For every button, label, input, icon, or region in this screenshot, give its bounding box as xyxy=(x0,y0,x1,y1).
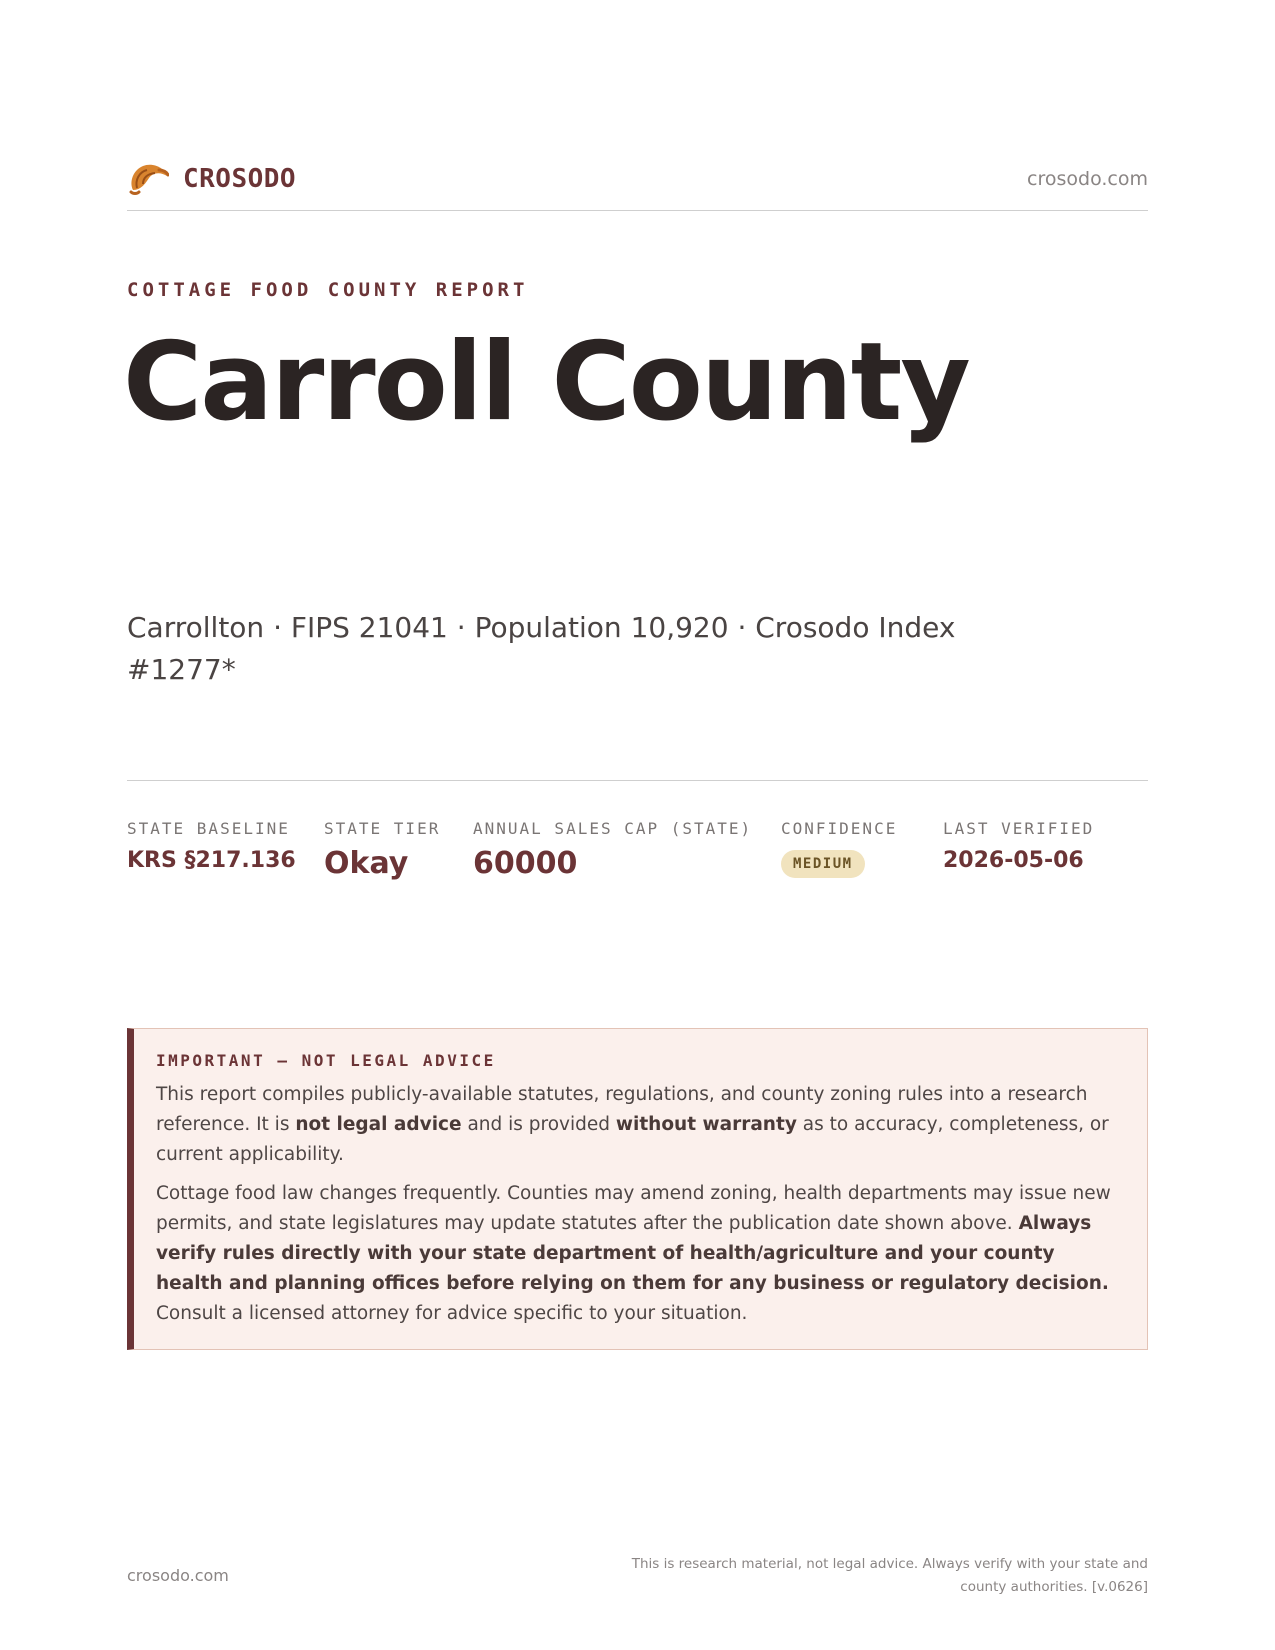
stat-last-verified xyxy=(943,819,1094,873)
stat-confidence xyxy=(781,819,897,878)
stat-label: LAST VERIFIED xyxy=(943,819,1095,838)
confidence-badge: MEDIUM xyxy=(781,850,865,878)
croissant-icon xyxy=(127,160,169,198)
stat-annual-sales-cap xyxy=(473,819,752,881)
notice-text: Consult a licensed attorney for advice specific to your situation. xyxy=(156,1303,748,1324)
notice-emphasis: Always verify rules directly with your state department of health/agriculture and your county health and planning offices before relying on them for any business or regulatory decision. xyxy=(156,1213,1109,1294)
notice-text: and is provided xyxy=(461,1114,616,1135)
stat-value: Okay xyxy=(324,846,409,881)
notice-emphasis: not legal advice xyxy=(295,1114,462,1135)
stat-value: KRS §217.136 xyxy=(127,848,296,873)
page-title: Carroll County xyxy=(123,320,969,445)
report-eyebrow: COTTAGE FOOD COUNTY REPORT xyxy=(127,279,529,301)
brand-name: CROSODO xyxy=(183,164,297,194)
header xyxy=(127,156,1148,204)
footer-url[interactable]: crosodo.com xyxy=(127,1566,229,1585)
notice-text: This report compiles publicly-available statutes, regulations, and county zoning rules into a research reference. It is xyxy=(156,1084,1088,1135)
report-page xyxy=(123,0,1148,1650)
notice-emphasis: without warranty xyxy=(615,1114,797,1135)
stat-state-baseline xyxy=(127,819,296,873)
stat-value: 60000 xyxy=(473,846,578,881)
notice-paragraph-2 xyxy=(156,1179,1121,1329)
report-subtitle: Carrollton · FIPS 21041 · Population 10,920 · Crosodo Index #1277* xyxy=(127,611,956,686)
notice-title: IMPORTANT — NOT LEGAL ADVICE xyxy=(156,1051,496,1070)
stat-value: 2026-05-06 xyxy=(943,848,1084,873)
footer-disclaimer: This is research material, not legal advice. Always verify with your state and county authorities. [v.0626] xyxy=(631,1556,1148,1595)
stats-divider xyxy=(127,780,1148,781)
stat-label: STATE TIER xyxy=(324,819,441,838)
brand-url[interactable]: crosodo.com xyxy=(1027,168,1148,190)
notice-text: as to accuracy, completeness, or current applicability. xyxy=(156,1114,1109,1165)
stat-label: STATE BASELINE xyxy=(127,819,290,838)
notice-text: Cottage food law changes frequently. Counties may amend zoning, health departments may issue new permits, and state legislatures may update statutes after the publication date shown above. xyxy=(156,1183,1111,1234)
stat-state-tier xyxy=(324,819,440,881)
stat-label: CONFIDENCE xyxy=(781,819,898,838)
stat-label: ANNUAL SALES CAP (STATE) xyxy=(473,819,753,838)
legal-notice xyxy=(127,1028,1148,1350)
header-divider xyxy=(127,210,1148,211)
notice-paragraph-1 xyxy=(156,1080,1121,1170)
